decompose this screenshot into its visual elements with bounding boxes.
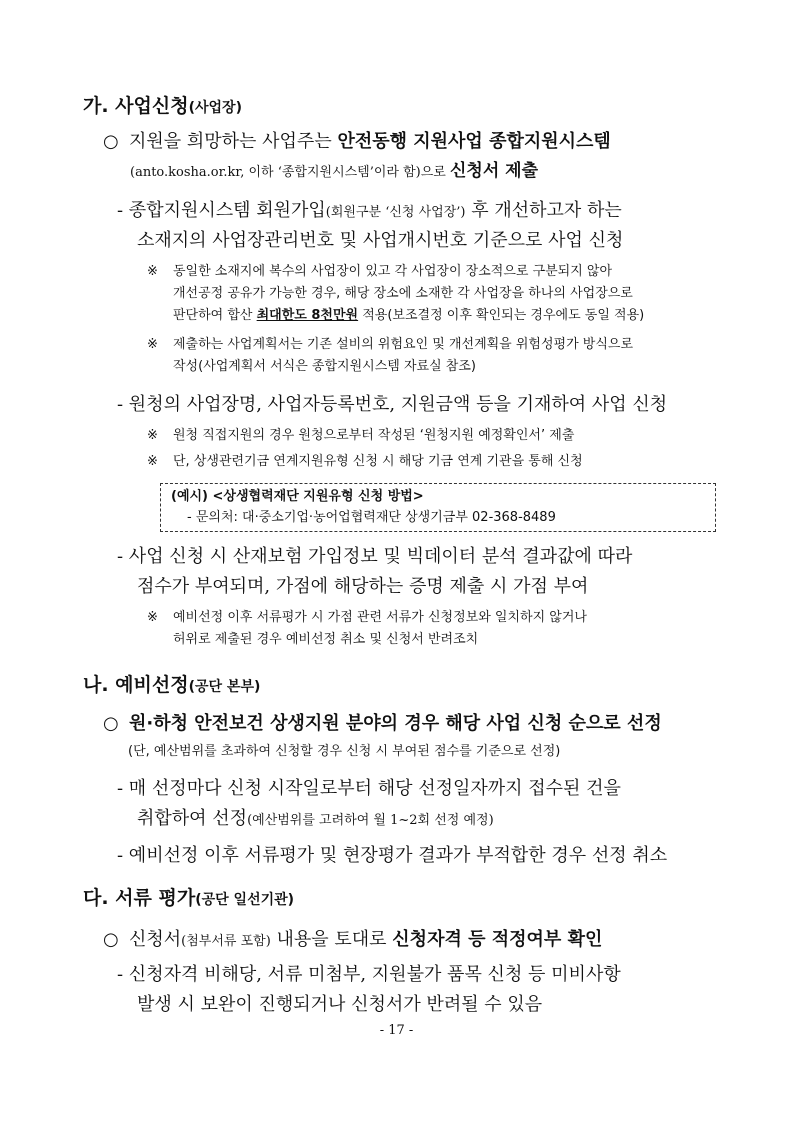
note-item-cont: 개선공정 공유가 가능한 경우, 해당 장소에 소재한 각 사업장을 하나의 사업장으로	[173, 286, 633, 301]
example-title: (예시) <상생협력재단 지원유형 신청 방법>	[171, 489, 424, 504]
note-item: ※ 동일한 소재지에 복수의 사업장이 있고 각 사업장이 장소적으로 구분되지 않아	[147, 264, 613, 279]
bullet-item-cont: (anto.kosha.or.kr, 이하 ‘종합지원시스템’이라 함)으로 신청서 제출	[130, 161, 539, 181]
dash-item-cont: 취합하여 선정(예산범위를 고려하여 월 1~2회 선정 예정)	[137, 808, 494, 829]
section-heading-da: 다. 서류 평가(공단 일선기관)	[83, 887, 295, 909]
page-number: - 17 -	[379, 1023, 414, 1038]
example-contact: - 문의처: 대·중소기업·농어업협력재단 상생기금부 02-368-8489	[187, 510, 556, 525]
dash-item: - 예비선정 이후 서류평가 및 현장평가 결과가 부적합한 경우 선정 취소	[117, 845, 668, 866]
example-box	[160, 483, 716, 532]
note-item: ※ 원청 직접지원의 경우 원청으로부터 작성된 ‘원청지원 예정확인서’ 제출	[147, 428, 575, 443]
note-item: ※ 예비선정 이후 서류평가 시 가점 관련 서류가 신청정보와 일치하지 않거나	[147, 610, 587, 625]
bullet-item: ○ 지원을 희망하는 사업주는 안전동행 지원사업 종합지원시스템	[103, 131, 611, 152]
bullet-item: ○ 신청서(첨부서류 포함) 내용을 토대로 신청자격 등 적정여부 확인	[103, 929, 603, 950]
bullet-item: ○ 원·하청 안전보건 상생지원 분야의 경우 해당 사업 신청 순으로 선정	[103, 713, 662, 734]
dash-item: - 사업 신청 시 산재보험 가입정보 및 빅데이터 분석 결과값에 따라	[117, 546, 633, 567]
max-amount-highlight: 최대한도 8천만원	[256, 308, 359, 323]
note-item-cont: 허위로 제출된 경우 예비선정 취소 및 신청서 반려조치	[173, 632, 479, 647]
dash-item: - 신청자격 비해당, 서류 미첨부, 지원불가 품목 신청 등 미비사항	[117, 964, 621, 985]
note-item-cont: 판단하여 합산 최대한도 8천만원 적용(보조결정 이후 확인되는 경우에도 동일 적용)	[173, 308, 645, 323]
dash-item: - 종합지원시스템 회원가입(회원구분 ‘신청 사업장’) 후 개선하고자 하는	[117, 200, 622, 221]
dash-item: - 매 선정마다 신청 시작일로부터 해당 선정일자까지 접수된 건을	[117, 778, 621, 799]
dash-item: - 원청의 사업장명, 사업자등록번호, 지원금액 등을 기재하여 사업 신청	[117, 394, 668, 415]
section-heading-ga: 가. 사업신청(사업장)	[83, 95, 242, 117]
note-item: ※ 단, 상생관련기금 연계지원유형 신청 시 해당 기금 연계 기관을 통해 신청	[147, 454, 583, 469]
bullet-item-cont: (단, 예산범위를 초과하여 신청할 경우 신청 시 부여된 점수를 기준으로 선정)	[128, 744, 561, 759]
dash-item-cont: 소재지의 사업장관리번호 및 사업개시번호 기준으로 사업 신청	[137, 230, 624, 251]
note-item: ※ 제출하는 사업계획서는 기존 설비의 위험요인 및 개선계획을 위험성평가 방식으로	[147, 337, 634, 352]
note-item-cont: 작성(사업계획서 서식은 종합지원시스템 자료실 참조)	[173, 359, 476, 374]
dash-item-cont: 발생 시 보완이 진행되거나 신청서가 반려될 수 있음	[137, 994, 543, 1015]
section-heading-na: 나. 예비선정(공단 본부)	[83, 674, 261, 696]
dash-item-cont: 점수가 부여되며, 가점에 해당하는 증명 제출 시 가점 부여	[137, 576, 589, 597]
